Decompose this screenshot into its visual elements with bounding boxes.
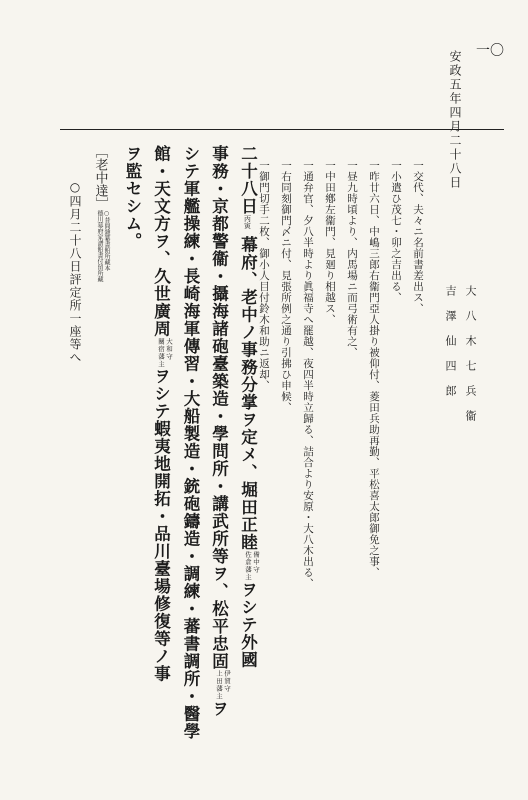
annotation-hotta: 備中守 佐倉藩主 [244, 550, 260, 581]
section-divider [60, 129, 504, 130]
diary-line: 一小遣ひ茂七・卯之吉出る、 [390, 160, 402, 303]
main-column-1: 二十八日丙寅 幕府、老中ノ事務分掌ヲ定メ、堀田正睦備中守 佐倉藩主ヲシテ外國 [238, 145, 260, 669]
entry-day-note: 丙寅 [243, 215, 252, 229]
source-label: ［老中達］ [92, 145, 108, 210]
signer-yoshizawa: 吉澤仙四郎 [444, 285, 457, 410]
main-column-2: 事務・京都警衞・攝海諸砲臺築造・學問所・講武所等ヲ、松平忠固伊賀守 上田藩主ヲ [209, 145, 231, 718]
diary-line: 一右同刻御門〆ニ付、見張所例之通り引拂ひ申候、 [280, 160, 292, 413]
annotation-kuze: 大和守 關宿藩主 [157, 337, 173, 368]
entry-day: 二十八日 [238, 145, 258, 215]
diary-line: 一昼九時頃より、内馬場ニ而弓術有之、 [346, 160, 358, 358]
main-column-3: シテ軍艦操練・長崎海軍傳習・大船製造・銃砲鑄造・調練・蕃書調所・醫學 [181, 145, 200, 740]
page-number: 一〇 [476, 43, 504, 59]
diary-line: 一交代、夫々ニ名前書差出ス、 [412, 160, 424, 314]
next-entry-heading: ○四月二十八日評定所一座等へ [68, 180, 82, 364]
source-note: ○昔間雜纂書館所藏本 德川幕府家譜館書付留所藏 [96, 210, 110, 282]
diary-line: 一通弁官、夕八半時より眞福寺へ罷越、夜四半時立歸る、詰合より安原・大八木出る、 [302, 160, 314, 589]
date-header: 安政五年四月二十八日 [448, 50, 462, 190]
diary-line: 一御門切手二枚、御小人目付鈴木和助ニ返却、 [258, 160, 270, 391]
main-column-4: 館・天文方ヲ、久世廣周大和守 關宿藩主ヲシテ蝦夷地開拓・品川臺場修復等ノ事 [151, 145, 173, 683]
source-citation [91, 145, 111, 282]
diary-line: 一中田鄕左衞門、見廻り相越ス、 [324, 160, 336, 325]
diary-line: 一昨廿六日、中嶋三郎右衞門亞人掛り被仰付、菱田兵助再勤、平松喜太郎御免之事、 [368, 160, 380, 578]
main-column-5: ヲ監セシム。 [123, 145, 142, 250]
annotation-matsudaira: 伊賀守 上田藩主 [215, 670, 231, 700]
signer-ohyagi: 大八木七兵衞 [464, 285, 477, 435]
